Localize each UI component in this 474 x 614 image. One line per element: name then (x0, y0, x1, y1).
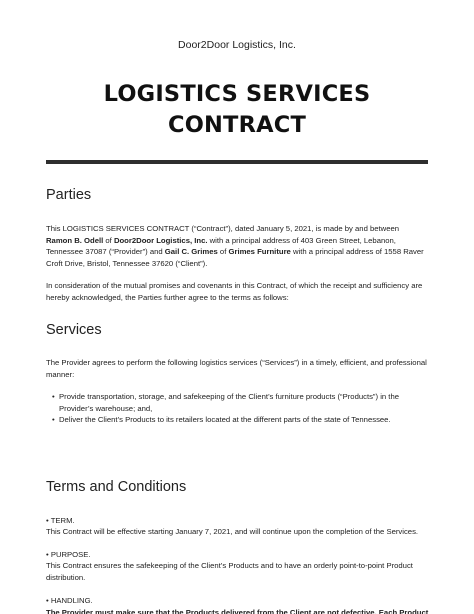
document-title (0, 79, 474, 141)
parties-text-b: with a principal address of 403 Green Street, Lebanon, Tennessee 37087 (“Provider”) and (46, 235, 396, 257)
terms-heading: Terms and Conditions (46, 479, 187, 495)
bullet-icon: • (52, 392, 55, 401)
handling-title: • HANDLING. (46, 596, 93, 605)
purpose-text: This Contract ensures the safekeeping of the Client’s Products and to have an orderly point-to-point Product distribution. (46, 561, 413, 582)
client-name: Gail C. Grimes (164, 247, 218, 257)
bullet-icon: • (52, 415, 55, 425)
of-text-2: of (217, 247, 229, 257)
title-line-1: LOGISTICS SERVICES (103, 81, 371, 107)
services-item-text: Provide transportation, storage, and safekeeping of the Client’s furniture products (“Products”) in the Provider’s warehouse; and, (59, 392, 399, 413)
parties-text-c: with a principal address of 1558 Raver Croft Drive, Bristol, Tennessee 37620 (“Client”). (46, 247, 424, 268)
handling-text: The Provider must make sure that the Products delivered from the Client are not defective. Each Product (46, 608, 429, 614)
of-text-1: of (103, 235, 114, 245)
services-heading: Services (46, 322, 102, 338)
company-name: Door2Door Logistics, Inc. (178, 39, 296, 51)
purpose-title: • PURPOSE. (46, 550, 91, 559)
client-company: Grimes Furniture (228, 247, 291, 257)
provider-name: Ramon B. Odell (46, 235, 104, 245)
services-list-item (52, 414, 432, 426)
parties-heading: Parties (46, 187, 92, 203)
services-list (52, 391, 432, 426)
services-list-item (52, 391, 432, 414)
term-text: This Contract will be effective starting January 7, 2021, and will continue upon the completion of the Services. (46, 527, 419, 536)
parties-paragraph-1 (46, 223, 432, 269)
parties-paragraph-2: In consideration of the mutual promises and covenants in this Contract, of which the receipt and sufficiency are hereby acknowledged, the Parties further agree to the terms as follows: (46, 281, 423, 302)
services-intro: The Provider agrees to perform the following logistics services (“Services”) in a timely, efficient, and professional manner: (46, 358, 427, 379)
title-divider (46, 160, 428, 164)
parties-text-a: This LOGISTICS SERVICES CONTRACT (“Contract”), dated January 5, 2021, is made by and between (46, 224, 400, 233)
term-title: • TERM. (46, 516, 75, 525)
title-line-2: CONTRACT (167, 112, 307, 138)
provider-company: Door2Door Logistics, Inc. (113, 235, 208, 245)
services-item-text: Deliver the Client’s Products to its retailers located at the different parts of the state of Tennessee. (59, 415, 391, 425)
